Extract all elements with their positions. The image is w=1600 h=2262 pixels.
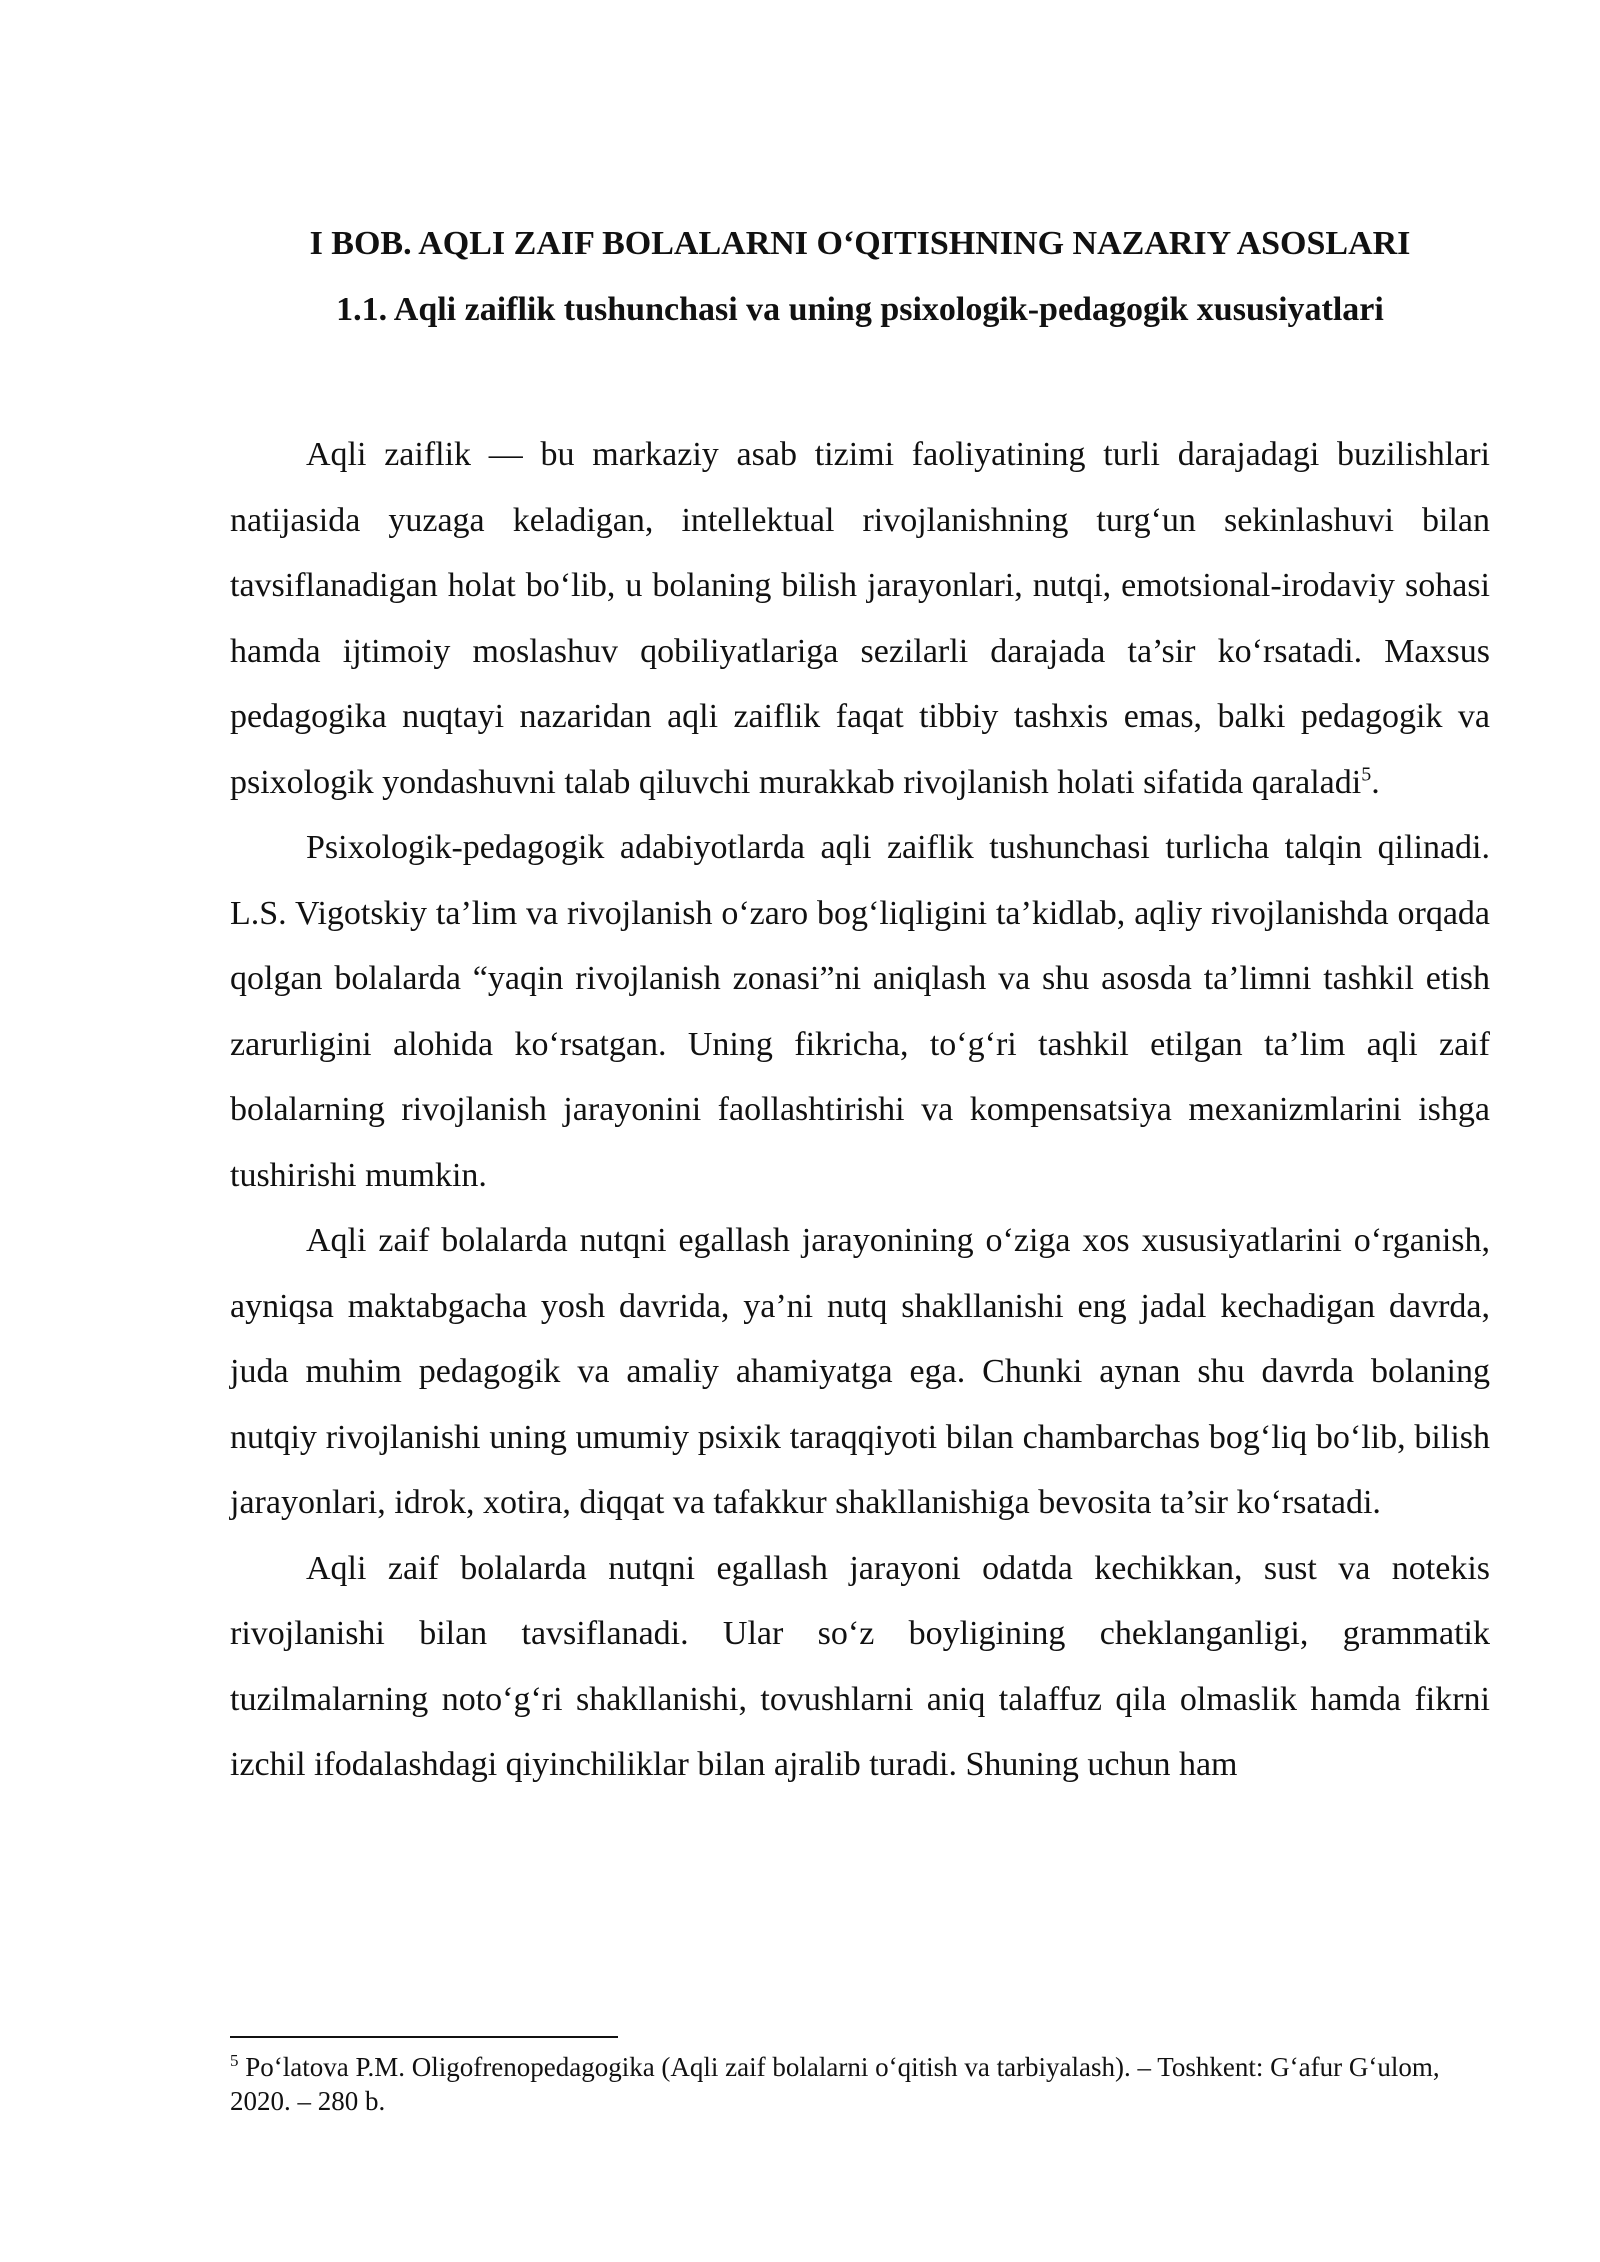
footnote [230,2050,1490,2118]
body-text [230,422,1490,1798]
chapter-title: I BOB. AQLI ZAIF BOLALARNI O‘QITISHNING NAZARIY ASOSLARI [309,225,1411,262]
section-title: 1.1. Aqli zaiflik tushunchasi va uning psixologik-pedagogik xususiyatlari [336,291,1384,328]
footnote-separator [230,2036,618,2038]
paragraph-1 [230,422,1490,815]
footnote-number: 5 [230,2051,239,2070]
footnote-reference: 5 [1361,763,1372,786]
footnote-text: Po‘latova P.M. Oligofrenopedagogika (Aqli zaif bolalarni o‘qitish va tarbiyalash). – Toshkent: G‘afur G‘ulom, 2020. – 280 b. [230,2052,1440,2116]
paragraph-1-text: Aqli zaiflik — bu markaziy asab tizimi faoliyatining turli darajadagi buzilishlari natijasida yuzaga keladigan, intellektual rivojlanishning turg‘un sekinlashuvi bilan tavsiflanadigan holat bo‘lib, u bolaning bilish jarayonlari, nutqi, emotsional-irodaviy sohasi hamda ijtimoiy moslashuv qobiliyatlariga sezilarli darajada ta’sir ko‘rsatadi. Maxsus pedagogika nuqtayi nazaridan aqli zaiflik faqat tibbiy tashxis emas, balki pedagogik va psixologik yondashuvni talab qiluvchi murakkab rivojlanish holati sifatida qaraladi [230,436,1490,801]
paragraph-1-tail: . [1371,763,1380,801]
paragraph-2: Psixologik-pedagogik adabiyotlarda aqli zaiflik tushunchasi turlicha talqin qilinadi. L.S. Vigotskiy ta’lim va rivojlanish o‘zaro bog‘liqligini ta’kidlab, aqliy rivojlanishda orqada qolgan bolalarda “yaqin rivojlanish zonasi”ni aniqlash va shu asosda ta’limni tashkil etish zarurligini alohida ko‘rsatgan. Uning fikricha, to‘g‘ri tashkil etilgan ta’lim aqli zaif bolalarning rivojlanish jarayonini faollashtirishi va kompensatsiya mexanizmlarini ishga tushirishi mumkin. [230,829,1490,1194]
paragraph-4: Aqli zaif bolalarda nutqni egallash jarayoni odatda kechikkan, sust va notekis rivojlanishi bilan tavsiflanadi. Ular so‘z boyligining cheklanganligi, grammatik tuzilmalarning noto‘g‘ri shakllanishi, tovushlarni aniq talaffuz qila olmaslik hamda fikrni izchil ifodalashdagi qiyinchiliklar bilan ajralib turadi. Shuning uchun ham [230,1549,1490,1783]
paragraph-3: Aqli zaif bolalarda nutqni egallash jarayonining o‘ziga xos xususiyatlarini o‘rganish, ayniqsa maktabgacha yosh davrida, ya’ni nutq shakllanishi eng jadal kechadigan davrda, juda muhim pedagogik va amaliy ahamiyatga ega. Chunki aynan shu davrda bolaning nutqiy rivojlanishi uning umumiy psixik taraqqiyoti bilan chambarchas bog‘liq bo‘lib, bilish jarayonlari, idrok, xotira, diqqat va tafakkur shakllanishiga bevosita ta’sir ko‘rsatadi. [230,1222,1490,1521]
